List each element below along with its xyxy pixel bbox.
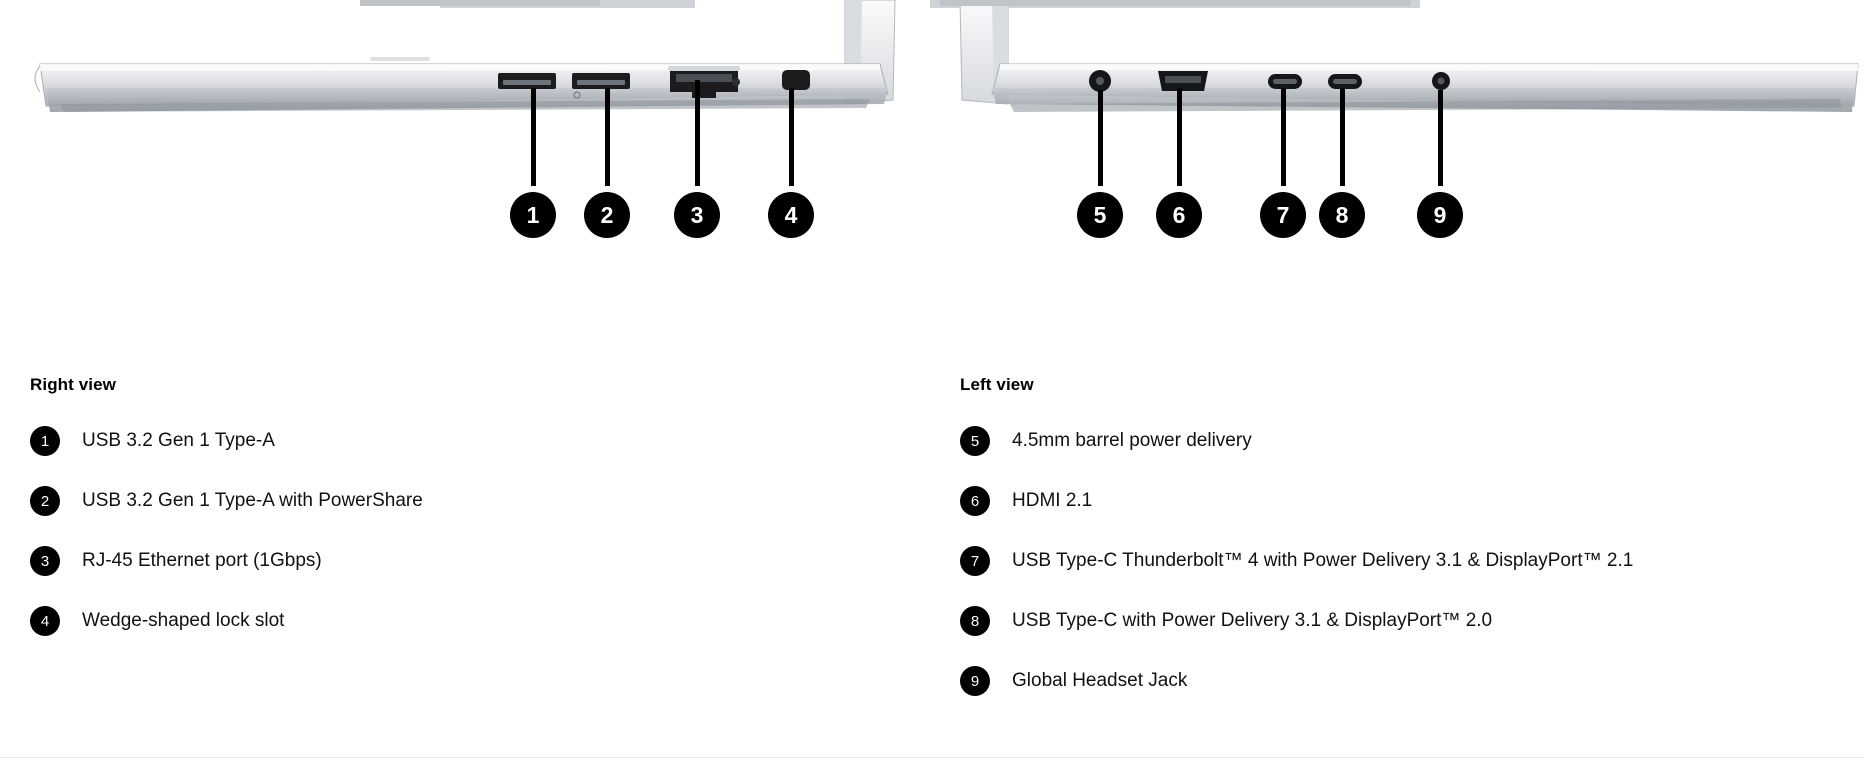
right-view-legend [30, 375, 950, 663]
legend-badge-5: 5 [960, 426, 990, 456]
callout-bubble-9: 9 [1417, 192, 1463, 238]
legend-badge-9: 9 [960, 666, 990, 696]
leader-line-5 [1098, 90, 1103, 186]
leader-line-2 [605, 88, 610, 186]
callout-bubble-2: 2 [584, 192, 630, 238]
left-view-laptop [930, 0, 1858, 112]
callout-bubble-5: 5 [1077, 192, 1123, 238]
right-view-title: Right view [30, 375, 117, 394]
list-item [960, 603, 1863, 639]
callout-bubble-4: 4 [768, 192, 814, 238]
legend-label-1: USB 3.2 Gen 1 Type-A [82, 430, 275, 451]
callout-bubble-7: 7 [1260, 192, 1306, 238]
callout-bubble-3: 3 [674, 192, 720, 238]
leader-line-1 [531, 88, 536, 186]
legend-badge-6: 6 [960, 486, 990, 516]
leader-line-4 [789, 88, 794, 186]
port-diagram [0, 0, 1863, 260]
legend-label-5: 4.5mm barrel power delivery [1012, 430, 1252, 451]
legend-badge-7: 7 [960, 546, 990, 576]
callout-bubble-6: 6 [1156, 192, 1202, 238]
legend-label-6: HDMI 2.1 [1012, 490, 1093, 511]
callout-bubble-8: 8 [1319, 192, 1365, 238]
right-view-laptop [35, 0, 895, 112]
callout-bubble-1: 1 [510, 192, 556, 238]
list-item [30, 483, 950, 519]
legend-badge-2: 2 [30, 486, 60, 516]
leader-line-7 [1281, 88, 1286, 186]
list-item [30, 423, 950, 459]
legend-label-2: USB 3.2 Gen 1 Type-A with PowerShare [82, 490, 423, 511]
left-view-legend [960, 375, 1863, 723]
legend-label-4: Wedge-shaped lock slot [82, 610, 285, 631]
list-item [30, 603, 950, 639]
legend-label-3: RJ-45 Ethernet port (1Gbps) [82, 550, 322, 571]
left-view-title: Left view [960, 375, 1034, 394]
list-item [960, 663, 1863, 699]
leader-line-9 [1438, 90, 1443, 186]
legend-label-7: USB Type-C Thunderbolt™ 4 with Power Delivery 3.1 & DisplayPort™ 2.1 [1012, 550, 1634, 571]
legend-label-9: Global Headset Jack [1012, 670, 1188, 691]
legend-label-8: USB Type-C with Power Delivery 3.1 & DisplayPort™ 2.0 [1012, 610, 1493, 631]
legend-badge-3: 3 [30, 546, 60, 576]
list-item [30, 543, 950, 579]
page-divider [0, 757, 1863, 758]
legend-badge-4: 4 [30, 606, 60, 636]
legend-badge-1: 1 [30, 426, 60, 456]
legend-badge-8: 8 [960, 606, 990, 636]
leader-line-8 [1340, 88, 1345, 186]
list-item [960, 543, 1863, 579]
list-item [960, 423, 1863, 459]
leader-line-6 [1177, 88, 1182, 186]
list-item [960, 483, 1863, 519]
laptop-side-views-illustration [0, 0, 1863, 260]
leader-line-3 [695, 80, 700, 186]
